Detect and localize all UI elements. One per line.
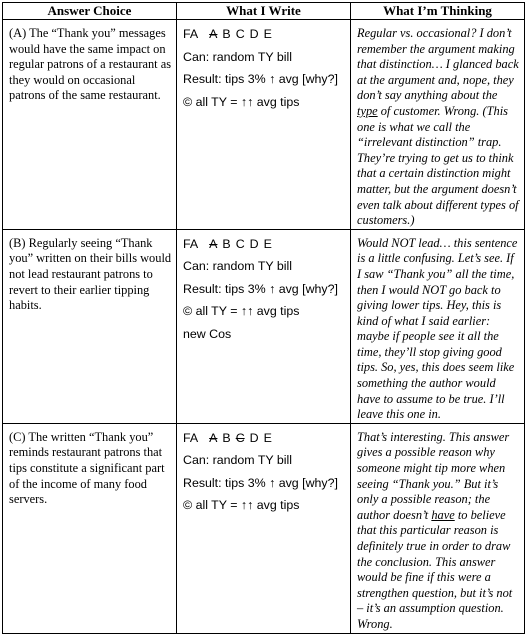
what-im-thinking-cell: Would NOT lead… this sentence is a little confusing. Let’s see. If I saw “Thank you” all the time, then I would NOT go back to giving lower tips. Hey, this is kind of what I said earlier: maybe if people see it all the time, they’ll stop giving good tips. So, yes, this does seem like something the author would have to assume to be true. I’ll leave this one in. [351, 229, 525, 423]
thinking-text: Regular vs. occasional? I don’t remember the argument making that distinction… I glanced back at the argument and, nope, they don’t say anything about the [357, 26, 519, 103]
choice-letter: B [222, 236, 231, 251]
note-line: Result: tips 3% ↑ avg [why?] [183, 72, 338, 86]
choice-letter: C [235, 430, 245, 445]
what-im-thinking-cell [351, 20, 525, 230]
note-line: © all TY = ↑↑ avg tips [183, 94, 300, 109]
table-row [3, 20, 525, 230]
choice-letter: C [235, 236, 245, 251]
choice-prefix: FA [183, 430, 199, 445]
choice-letter: E [263, 236, 272, 251]
what-i-write-cell [177, 20, 351, 230]
choice-letters [183, 237, 346, 252]
underlined-word: type [357, 103, 378, 118]
thinking-text: That’s interesting. This answer gives a possible reason why someone might tip more when seeing “Thank you.” But it’s only a possible reason; the author doesn’t [357, 429, 510, 522]
header-answer-choice: Answer Choice [3, 3, 177, 20]
choice-prefix: FA [183, 27, 199, 41]
header-what-im-thinking: What I’m Thinking [351, 3, 525, 20]
table-row [3, 229, 525, 423]
thinking-text: to believe that this particular reason is definitely true in order to draw the conclusion. This answer would be fine if this were a strengthen question, but it’s not – it’s an assumption question. Wrong. [357, 507, 513, 631]
choice-letter: D [249, 236, 259, 251]
choice-prefix: FA [183, 236, 199, 251]
choice-letter: E [263, 430, 272, 445]
answer-choice-cell: (A) The “Thank you” messages would have the same impact on regular patrons of a restaurant as they would on occasional patrons of the same restaurant. [3, 20, 177, 230]
thinking-text: of customer. Wrong. (This one is what we call the “irrelevant distinction” trap. They’re trying to get us to think that a certain distinction might matter, but the argument doesn’t even talk about different types of customers.) [357, 103, 519, 228]
what-i-write-cell [177, 423, 351, 633]
note-line: © all TY = ↑↑ avg tips [183, 498, 300, 513]
note-line: new Cos [183, 326, 232, 341]
what-im-thinking-cell [351, 423, 525, 633]
choice-letter: A [209, 430, 218, 445]
header-what-i-write: What I Write [177, 3, 351, 20]
answer-choice-cell: (B) Regularly seeing “Thank you” written on their bills would not lead restaurant patrons to revert to their earlier tipping habits. [3, 229, 177, 423]
note-line: Result: tips 3% ↑ avg [why?] [183, 475, 338, 490]
note-line: Result: tips 3% ↑ avg [why?] [183, 281, 338, 296]
table-row [3, 423, 525, 633]
choice-letter: C [235, 27, 245, 41]
note-line: © all TY = ↑↑ avg tips [183, 304, 300, 319]
note-line: Can: random TY bill [183, 259, 293, 274]
note-line: Can: random TY bill [183, 453, 293, 468]
choice-letter: A [209, 236, 218, 251]
choice-letter: E [263, 27, 272, 41]
choice-letter: B [222, 27, 231, 41]
choice-letter: D [249, 430, 259, 445]
underlined-word: have [431, 507, 455, 522]
choice-letters [183, 431, 346, 446]
what-i-write-cell [177, 229, 351, 423]
header-row [3, 3, 525, 20]
answer-choice-cell: (C) The written “Thank you” reminds restaurant patrons that tips constitute a significant part of the income of many food servers. [3, 423, 177, 633]
choice-letter: B [222, 430, 231, 445]
choice-letters [183, 27, 346, 42]
answer-analysis-table [2, 2, 525, 634]
choice-letter: A [209, 27, 218, 41]
choice-letter: D [249, 27, 259, 41]
note-line: Can: random TY bill [183, 49, 293, 64]
